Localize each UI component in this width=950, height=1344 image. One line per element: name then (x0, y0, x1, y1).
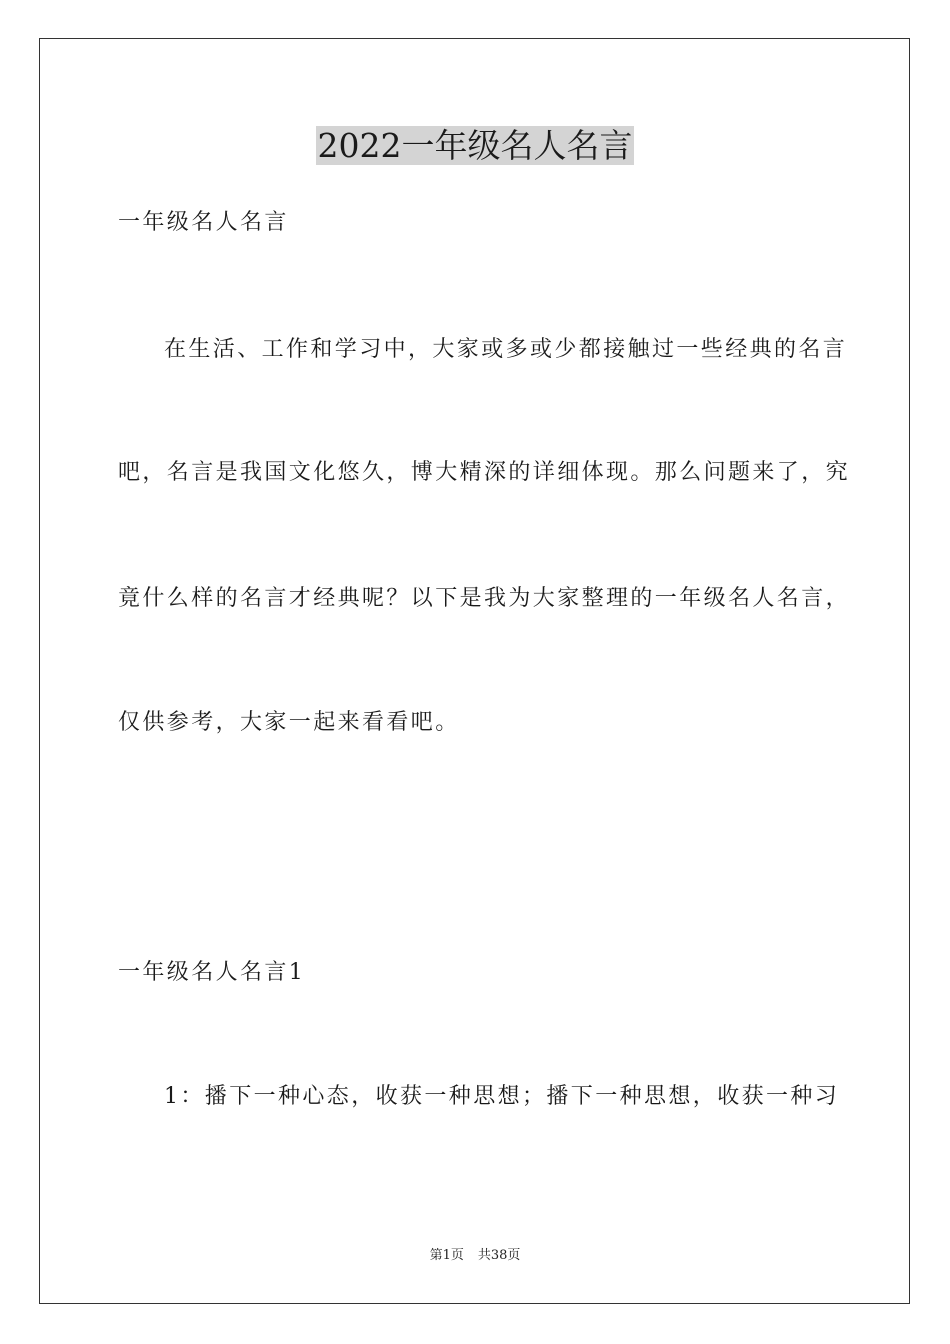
intro-line-4: 仅供参考，大家一起来看看吧。 (118, 710, 460, 735)
intro-line-3: 竟什么样的名言才经典呢？以下是我为大家整理的一年级名人名言， (118, 586, 851, 611)
document-title-text: 2022一年级名人名言 (317, 126, 633, 165)
quote-line-1: 1：播下一种心态，收获一种思想；播下一种思想，收获一种习 (164, 1084, 840, 1109)
footer-page-total: 共38页 (477, 1248, 521, 1263)
section-heading: 一年级名人名言1 (118, 960, 306, 985)
intro-line-1: 在生活、工作和学习中，大家或多或少都接触过一些经典的名言 (164, 337, 848, 362)
intro-line-2: 吧，名言是我国文化悠久，博大精深的详细体现。那么问题来了，究 (118, 460, 851, 485)
page-footer (0, 1247, 950, 1265)
footer-page-current: 第1页 (429, 1248, 464, 1263)
document-title (0, 124, 950, 168)
document-subtitle: 一年级名人名言 (118, 210, 289, 235)
